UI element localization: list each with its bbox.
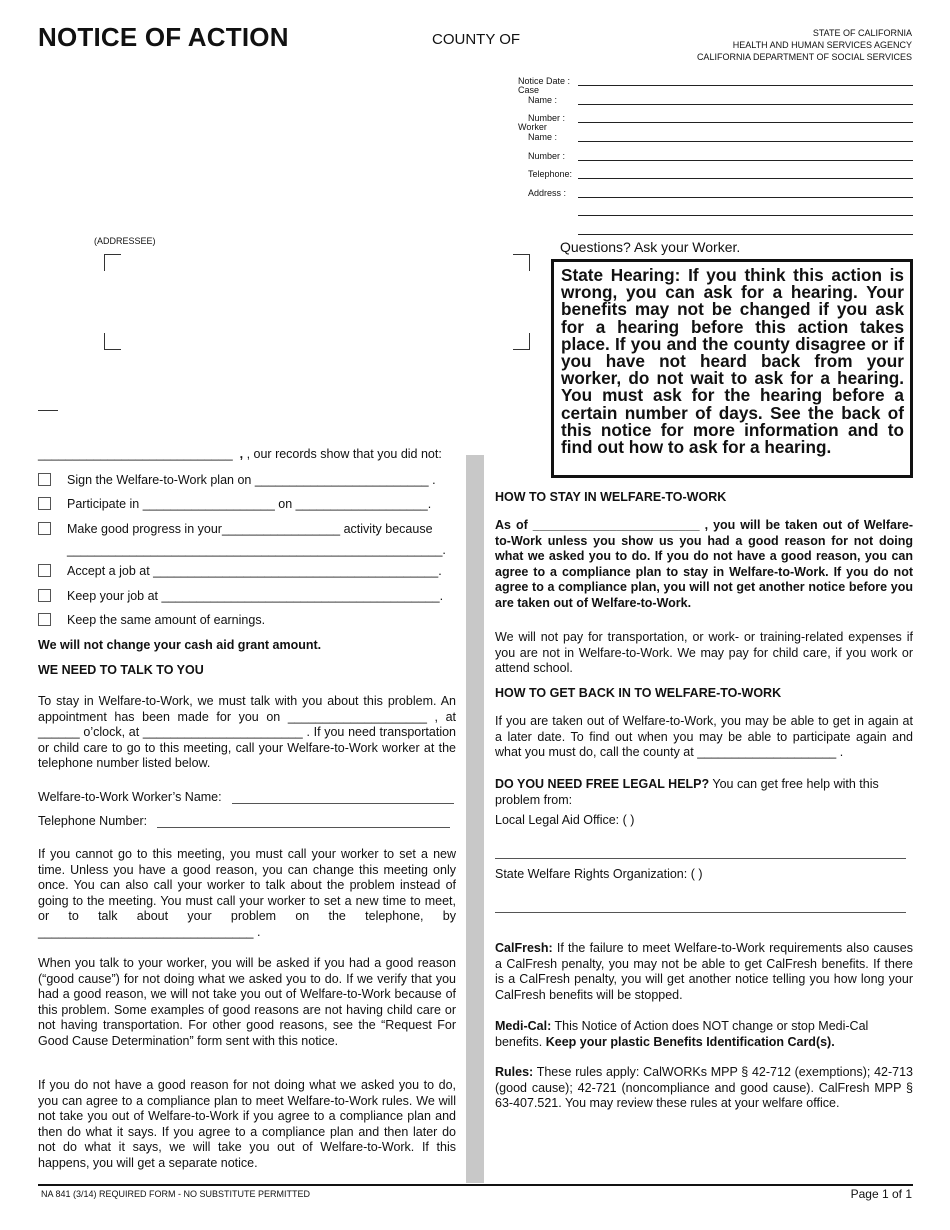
address-field-2[interactable] xyxy=(578,215,913,216)
recipient-name-blank[interactable]: ____________________________ xyxy=(38,447,233,461)
welfare-rights-label: State Welfare Rights Organization: ( ) xyxy=(495,867,703,881)
check-label: Accept a job at _________________________________________. xyxy=(67,564,442,578)
corner-mark xyxy=(513,254,530,271)
medical-label: Medi-Cal: xyxy=(495,1019,552,1033)
calfresh-text: If the failure to meet Welfare-to-Work requirements also causes a CalFresh penalty, you may not be able to get CalFresh benefits. If there is a CalFresh penalty, you will get another notice telling you how long your CalFresh benefits will be stopped. xyxy=(495,941,913,1002)
checkbox[interactable] xyxy=(38,497,51,510)
telephone-field[interactable] xyxy=(578,178,913,179)
corner-mark xyxy=(104,254,121,271)
corner-mark xyxy=(513,333,530,350)
calfresh-paragraph xyxy=(495,941,913,1003)
talk-paragraph: To stay in Welfare-to-Work, we must talk with you about this problem. An appointment has been made for you on ____________________ , at ______ o’clock, at _______________________ . If you need transportation or child care to go to this meeting, call your Welfare-to-Work worker at the telephone number listed below. xyxy=(38,694,456,771)
calfresh-label: CalFresh: xyxy=(495,941,553,955)
talk-heading: WE NEED TO TALK TO YOU xyxy=(38,663,204,677)
no-change-statement: We will not change your cash aid grant amount. xyxy=(38,638,322,652)
telephone-number-line[interactable] xyxy=(157,827,450,828)
corner-mark xyxy=(104,333,121,350)
check-label[interactable]: ______________________________________________________. xyxy=(67,543,446,557)
case-name-field[interactable] xyxy=(578,104,913,105)
county-label: COUNTY OF xyxy=(432,31,521,48)
worker-name-label: Welfare-to-Work Worker’s Name: xyxy=(38,790,222,804)
address-field-3[interactable] xyxy=(578,234,913,235)
fold-mark xyxy=(38,410,58,411)
check-label: Participate in ___________________ on ___________________. xyxy=(67,497,432,511)
checkbox[interactable] xyxy=(38,589,51,602)
back-paragraph: If you are taken out of Welfare-to-Work, you may be able to get in again at a later date. To find out when you may be able to participate again and what you must do, call the county at ____________________ . xyxy=(495,714,913,760)
page-number: Page 1 of 1 xyxy=(850,1187,912,1201)
agency-line: CALIFORNIA DEPARTMENT OF SOCIAL SERVICES xyxy=(696,52,912,62)
check-label: Sign the Welfare-to-Work plan on _________________________ . xyxy=(67,473,436,487)
agency-line: STATE OF CALIFORNIA xyxy=(812,28,912,38)
worker-group-label: Worker xyxy=(518,122,547,132)
compliance-paragraph: If you do not have a good reason for not doing what we asked you to do, you can agree to a compliance plan to meet Welfare-to-Work rules. We will not take you out of Welfare-to-Work if you agree to a compliance plan and then do what it says. If you agree to a compliance plan and then later do not do what it says, we will take you out of Welfare-to-Work. If this happens, you will get a separate notice. xyxy=(38,1078,456,1170)
rules-paragraph xyxy=(495,1065,913,1112)
legal-text: You can get free help with this problem from: xyxy=(495,777,879,807)
records-intro xyxy=(38,447,456,463)
rules-text: These rules apply: CalWORKs MPP § 42-712 (exemptions); 42-713 (good cause); 42-721 (noncompliance and good cause). CalFresh MPP § 63-407.521. You may review these rules at your welfare office. xyxy=(495,1065,914,1111)
medical-bold: Keep your plastic Benefits Identification Card(s). xyxy=(545,1034,835,1049)
page-title: NOTICE OF ACTION xyxy=(38,22,289,52)
check-label: Keep the same amount of earnings. xyxy=(67,613,266,627)
case-number-field[interactable] xyxy=(578,122,913,123)
state-hearing-box: State Hearing: If you think this action is wrong, you can ask for a hearing. Your benefits may not be changed if you ask for a hearing before this action takes place. If you and the county disagree or if you have not heard back from your worker, do not wait to ask for a hearing. You must ask for the hearing before a certain number of days. See the back of this notice for more information and to find out how to ask for a hearing. xyxy=(551,259,913,478)
worker-name-line[interactable] xyxy=(232,803,454,804)
agency-block xyxy=(697,27,912,63)
stay-heading: HOW TO STAY IN WELFARE-TO-WORK xyxy=(495,490,727,504)
legal-aid-label: Local Legal Aid Office: ( ) xyxy=(495,813,635,827)
check-label: Keep your job at ________________________________________. xyxy=(67,589,444,603)
notice-date-field[interactable] xyxy=(578,85,913,86)
cannot-go-paragraph: If you cannot go to this meeting, you must call your worker to set a new time. Unless you have a good reason, you can change this meeting only once. You can also call your worker to talk about the problem instead of going to the meeting. You must call your worker to set a new time to meet, or to talk about your problem on the telephone, by _______________________________ . xyxy=(38,847,456,939)
records-intro-text: , our records show that you did not: xyxy=(246,447,442,461)
case-name-label: Name : xyxy=(528,95,558,105)
questions-line: Questions? Ask your Worker. xyxy=(560,239,741,255)
telephone-number-label: Telephone Number: xyxy=(38,814,148,828)
legal-heading: DO YOU NEED FREE LEGAL HELP? xyxy=(495,777,710,791)
medical-text: This Notice of Action does NOT change or stop Medi-Cal benefits. xyxy=(495,1019,869,1049)
worker-name-field[interactable] xyxy=(578,141,913,142)
case-number-label: Number : xyxy=(528,113,566,123)
worker-number-field[interactable] xyxy=(578,160,913,161)
worker-name-label: Name : xyxy=(528,132,558,142)
footer-rule xyxy=(38,1184,913,1186)
agency-line: HEALTH AND HUMAN SERVICES AGENCY xyxy=(732,40,912,50)
notice-date-label: Notice Date : xyxy=(518,76,571,86)
form-id: NA 841 (3/14) REQUIRED FORM - NO SUBSTITUTE PERMITTED xyxy=(41,1189,311,1199)
good-cause-paragraph: When you talk to your worker, you will be asked if you had a good reason (“good cause”) for not doing what we asked you to do. If we verify that you had a good reason, we will not take you out of Welfare-to-Work because of this problem. Some examples of good reasons are not having child care or not having transportation. For other good reasons, see the “Request For Good Cause Determination” form sent with this notice. xyxy=(38,956,456,1048)
welfare-rights-line[interactable] xyxy=(495,912,906,913)
back-heading: HOW TO GET BACK IN TO WELFARE-TO-WORK xyxy=(495,686,782,700)
legal-aid-line[interactable] xyxy=(495,858,906,859)
column-divider xyxy=(466,455,484,1183)
checkbox[interactable] xyxy=(38,522,51,535)
address-field-1[interactable] xyxy=(578,197,913,198)
legal-help xyxy=(495,777,913,808)
pay-paragraph: We will not pay for transportation, or work- or training-related expenses if you are not in Welfare-to-Work. We may pay for child care, if you work or attend school. xyxy=(495,630,913,676)
rules-label: Rules: xyxy=(495,1065,534,1079)
comma: , xyxy=(236,447,244,461)
worker-number-label: Number : xyxy=(528,151,566,161)
address-label: Address : xyxy=(528,188,567,198)
check-label: Make good progress in your_________________ activity because xyxy=(67,522,433,536)
checkbox[interactable] xyxy=(38,564,51,577)
medical-paragraph xyxy=(495,1019,913,1050)
checkbox[interactable] xyxy=(38,473,51,486)
addressee-label: (ADDRESSEE) xyxy=(94,236,156,246)
checkbox[interactable] xyxy=(38,613,51,626)
telephone-label: Telephone: xyxy=(528,169,573,179)
stay-paragraph: As of ________________________ , you will be taken out of Welfare-to-Work unless you show us you had a good reason for not doing what we asked you to do. If you do not have a good reason, you can agree to a compliance plan to stay in Welfare-to-Work. If you do not agree to a compliance plan, you will not get another notice before you are taken out of Welfare-to-Work. xyxy=(495,518,913,610)
case-group-label: Case xyxy=(518,85,540,95)
